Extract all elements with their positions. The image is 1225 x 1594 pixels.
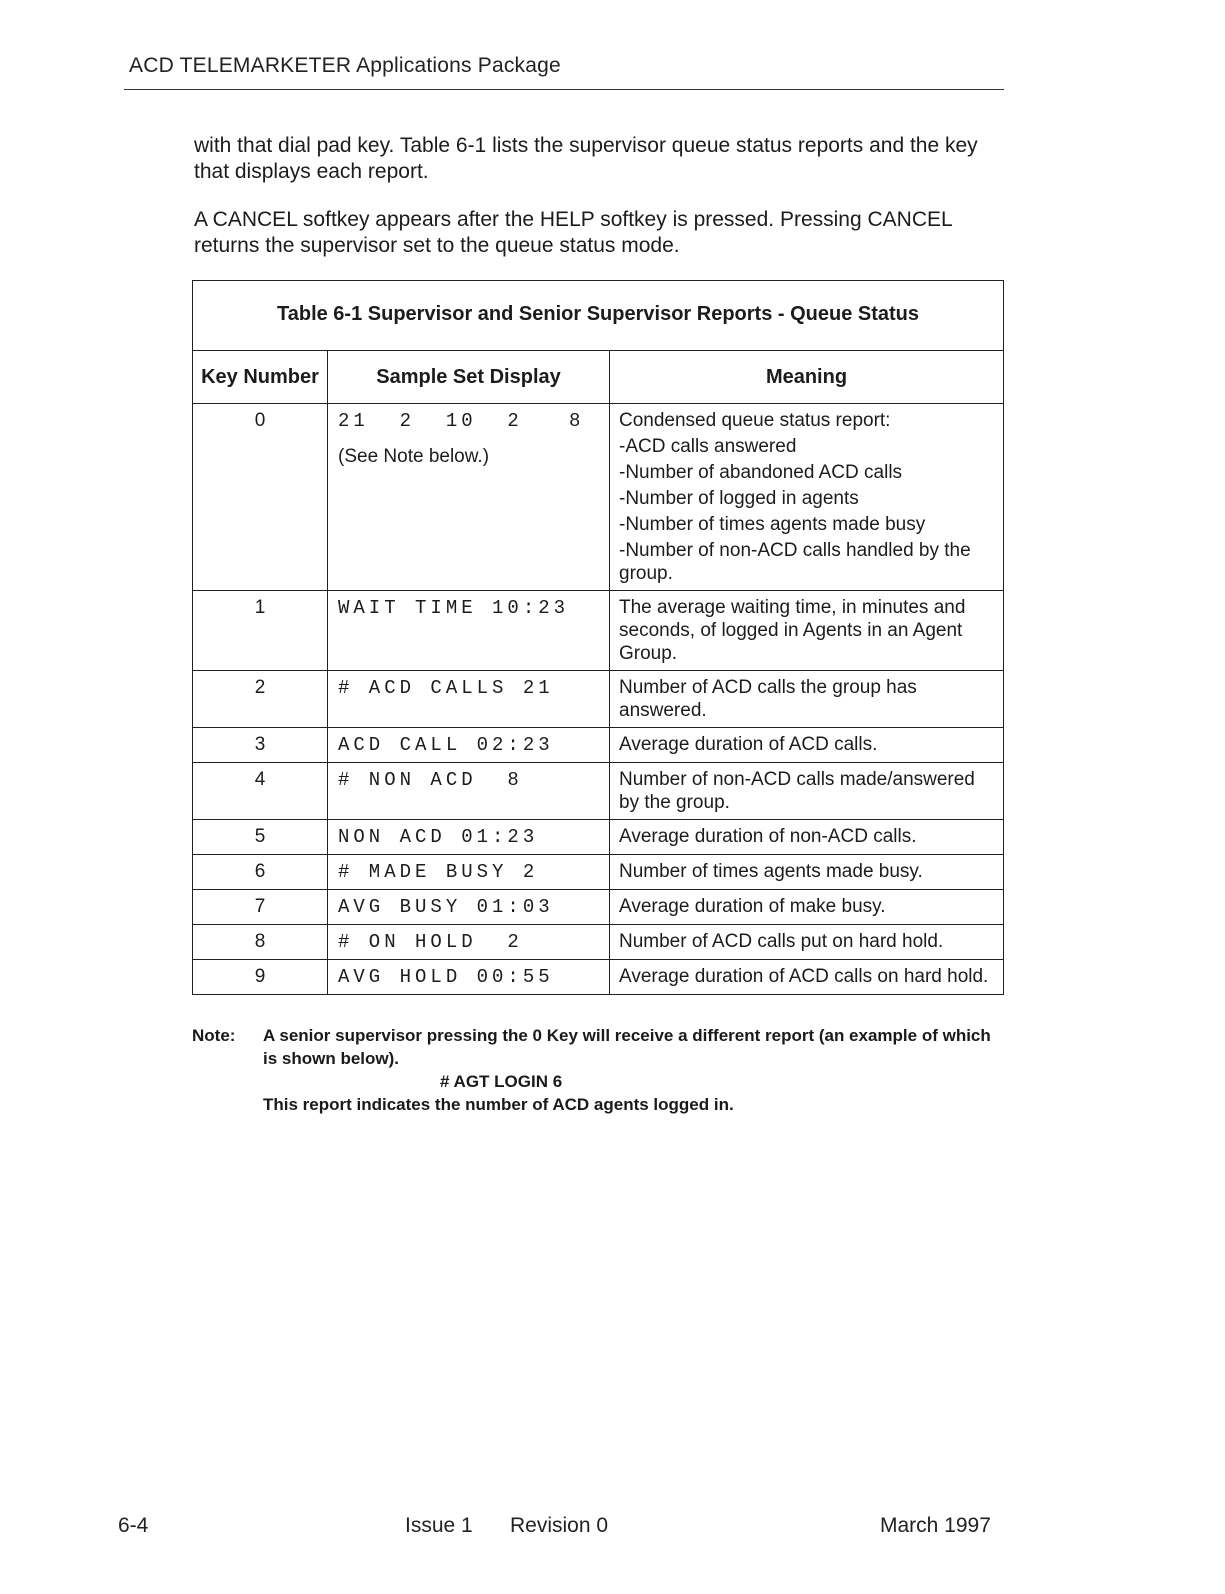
table-row xyxy=(193,763,1004,820)
sample-display-text: # ON HOLD 2 xyxy=(338,931,523,953)
sample-display-cell xyxy=(328,855,610,890)
meaning-cell xyxy=(610,960,1004,995)
sample-display-cell xyxy=(328,890,610,925)
meaning-line: Number of times agents made busy. xyxy=(619,861,923,882)
meaning-line: -ACD calls answered xyxy=(619,436,797,457)
paragraph-1: with that dial pad key. Table 6-1 lists the supervisor queue status reports and the key that displays each report. xyxy=(194,134,978,183)
sample-display-text: NON ACD 01:23 xyxy=(338,826,539,848)
key-number-cell: 7 xyxy=(193,890,328,925)
footer-issue: Issue 1 xyxy=(405,1514,473,1537)
meaning-line: -Number of logged in agents xyxy=(619,488,859,509)
footer-revision: Revision 0 xyxy=(510,1514,609,1537)
table-row xyxy=(193,855,1004,890)
table-row xyxy=(193,925,1004,960)
sample-display-cell xyxy=(328,820,610,855)
note-example-display: # AGT LOGIN 6 xyxy=(440,1072,563,1091)
footer-page-number: 6-4 xyxy=(118,1514,149,1537)
meaning-line: Average duration of non-ACD calls. xyxy=(619,826,917,847)
column-header-meaning: Meaning xyxy=(610,351,1004,404)
footer-date: March 1997 xyxy=(880,1514,991,1537)
table-row xyxy=(193,820,1004,855)
column-header-sample-set-display: Sample Set Display xyxy=(328,351,610,404)
table-row xyxy=(193,671,1004,728)
key-number-cell: 4 xyxy=(193,763,328,820)
key-number-cell: 9 xyxy=(193,960,328,995)
note-label: Note: xyxy=(192,1026,236,1045)
table-note xyxy=(192,1024,1007,1116)
key-number-cell: 8 xyxy=(193,925,328,960)
sample-display-text: AVG BUSY 01:03 xyxy=(338,896,554,918)
key-number-cell: 6 xyxy=(193,855,328,890)
table-row xyxy=(193,960,1004,995)
sample-display-text: AVG HOLD 00:55 xyxy=(338,966,554,988)
meaning-cell xyxy=(610,890,1004,925)
sample-display-text: ACD CALL 02:23 xyxy=(338,734,554,756)
meaning-line: The average waiting time, in minutes and seconds, of logged in Agents in an Agent Group. xyxy=(619,597,966,664)
sample-display-cell xyxy=(328,404,610,591)
note-explanation: This report indicates the number of ACD agents logged in. xyxy=(263,1095,734,1114)
table-row xyxy=(193,728,1004,763)
sample-display-text: # MADE BUSY 2 xyxy=(338,861,539,883)
sample-display-cell xyxy=(328,591,610,671)
note-text: A senior supervisor pressing the 0 Key will receive a different report (an example of which is shown below). xyxy=(263,1026,991,1068)
meaning-line: Number of ACD calls put on hard hold. xyxy=(619,931,944,952)
key-number-cell: 0 xyxy=(193,404,328,591)
sample-display-text: # NON ACD 8 xyxy=(338,769,523,791)
meaning-cell xyxy=(610,820,1004,855)
key-number-cell: 3 xyxy=(193,728,328,763)
sample-display-text: WAIT TIME 10:23 xyxy=(338,597,570,619)
running-header-title: ACD TELEMARKETER Applications Package xyxy=(129,54,561,77)
key-number-cell: 5 xyxy=(193,820,328,855)
sample-display-cell xyxy=(328,960,610,995)
meaning-cell xyxy=(610,591,1004,671)
meaning-line: Number of ACD calls the group has answered. xyxy=(619,677,917,721)
meaning-line: Number of non-ACD calls made/answered by the group. xyxy=(619,769,975,813)
table-row xyxy=(193,591,1004,671)
meaning-cell xyxy=(610,763,1004,820)
meaning-cell xyxy=(610,925,1004,960)
meaning-line: -Number of abandoned ACD calls xyxy=(619,462,903,483)
paragraph-2: A CANCEL softkey appears after the HELP softkey is pressed. Pressing CANCEL returns the supervisor set to the queue status mode. xyxy=(194,208,952,257)
meaning-line: Average duration of ACD calls on hard hold. xyxy=(619,966,989,987)
meaning-line: Average duration of make busy. xyxy=(619,896,886,917)
meaning-cell xyxy=(610,728,1004,763)
key-number-cell: 2 xyxy=(193,671,328,728)
table-row xyxy=(193,404,1004,591)
table-row xyxy=(193,890,1004,925)
meaning-line: Average duration of ACD calls. xyxy=(619,734,878,755)
display-note-text: (See Note below.) xyxy=(338,446,490,467)
meaning-cell xyxy=(610,671,1004,728)
sample-display-cell xyxy=(328,925,610,960)
meaning-line: -Number of times agents made busy xyxy=(619,514,926,535)
key-number-cell: 1 xyxy=(193,591,328,671)
table-body xyxy=(193,404,1004,995)
sample-display-cell xyxy=(328,728,610,763)
sample-display-cell xyxy=(328,671,610,728)
meaning-line: Condensed queue status report: xyxy=(619,410,891,431)
column-header-key-number: Key Number xyxy=(193,351,328,404)
meaning-line: -Number of non-ACD calls handled by the group. xyxy=(619,540,971,584)
meaning-cell xyxy=(610,404,1004,591)
sample-display-cell xyxy=(328,763,610,820)
meaning-cell xyxy=(610,855,1004,890)
queue-status-table xyxy=(192,280,1004,995)
sample-display-text: # ACD CALLS 21 xyxy=(338,677,554,699)
table-caption: Table 6-1 Supervisor and Senior Supervisor Reports - Queue Status xyxy=(193,281,1004,351)
sample-display-text: 21 2 10 2 8 xyxy=(338,410,585,432)
header-rule xyxy=(124,89,1004,90)
